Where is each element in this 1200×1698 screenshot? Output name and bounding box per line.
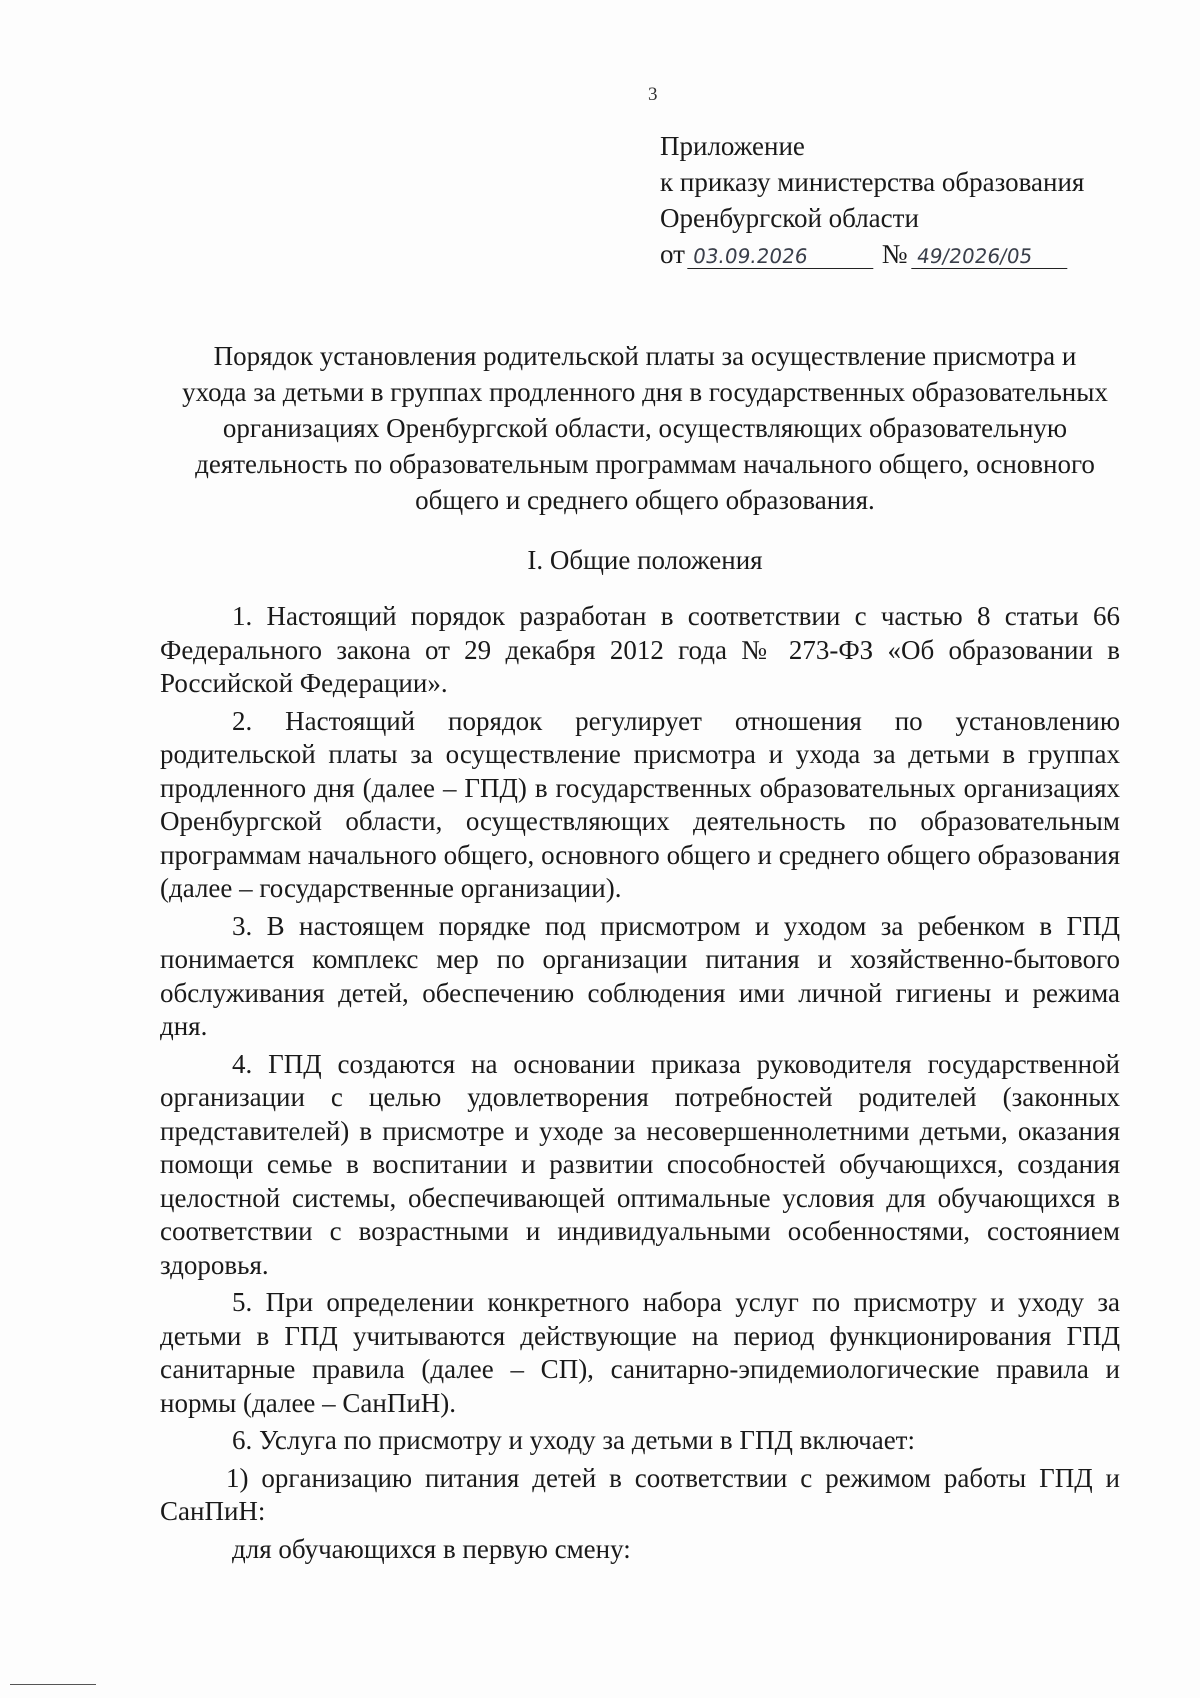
section-heading: I. Общие положения (527, 545, 763, 575)
paragraph-2: 2. Настоящий порядок регулирует отношения по установлению родительской платы за осуществление присмотра и ухода за детьми в группах продленного дня (далее – ГПД) в государственных образовательных организациях Оренбургской области, осуществляющих деятельность по образовательным программам начального общего, основного общего и среднего общего образования (далее – государственные организации). (160, 705, 1120, 903)
date-prefix: от (660, 239, 685, 269)
paragraph-6: 6. Услуга по присмотру и уходу за детьми в ГПД включает: (232, 1425, 915, 1455)
document-title: Порядок установления родительской платы за осуществление присмотра и ухода за детьми в группах продленного дня в государственных образовательных организациях Оренбургской области, осуществляющих образовательную деятельность по образовательным программам начального общего, основного общего и среднего общего образования. (182, 341, 1108, 515)
document-body (160, 600, 1120, 1570)
paragraph-6-item-1: 1) организацию питания детей в соответствии с режимом работы ГПД и СанПиН: (160, 1462, 1120, 1526)
appendix-title: Приложение (660, 131, 805, 161)
page-number: 3 (648, 84, 658, 105)
appendix-header (660, 128, 1160, 272)
appendix-region-line: Оренбургской области (660, 203, 919, 233)
appendix-order-line: к приказу министерства образования (660, 167, 1085, 197)
number-prefix: № (881, 239, 908, 269)
paragraph-3: 3. В настоящем порядке под присмотром и уходом за ребенком в ГПД понимается комплекс мер по организации питания и хозяйственно-бытового обслуживания детей, обеспечению соблюдения ими личной гигиены и режима дня. (160, 910, 1120, 1041)
paragraph-1: 1. Настоящий порядок разработан в соответствии с частью 8 статьи 66 Федерального закона от 29 декабря 2012 года № 273-ФЗ «Об образовании в Российской Федерации». (160, 601, 1120, 698)
paragraph-first-shift: для обучающихся в первую смену: (232, 1533, 631, 1564)
appendix-date-number-line (660, 236, 1160, 272)
paragraph-5: 5. При определении конкретного набора услуг по присмотру и уходу за детьми в ГПД учитываются действующие на период функционирования ГПД санитарные правила (далее – СП), санитарно-эпидемиологические правила и нормы (далее – СанПиН). (160, 1287, 1120, 1418)
order-number: 49/2026/05 (912, 244, 1072, 269)
footer-divider (10, 1684, 96, 1685)
paragraph-4: 4. ГПД создаются на основании приказа руководителя государственной организации с целью удовлетворения потребностей родителей (законных представителей) в присмотре и уходе за несовершеннолетними детьми, оказания помощи семье в воспитании и развитии способностей обучающихся, создания целостной системы, обеспечивающей оптимальные условия для обучающихся в соответствии с возрастными и индивидуальными особенностями, состоянием здоровья. (160, 1048, 1120, 1280)
order-date: 03.09.2026 (687, 244, 877, 269)
